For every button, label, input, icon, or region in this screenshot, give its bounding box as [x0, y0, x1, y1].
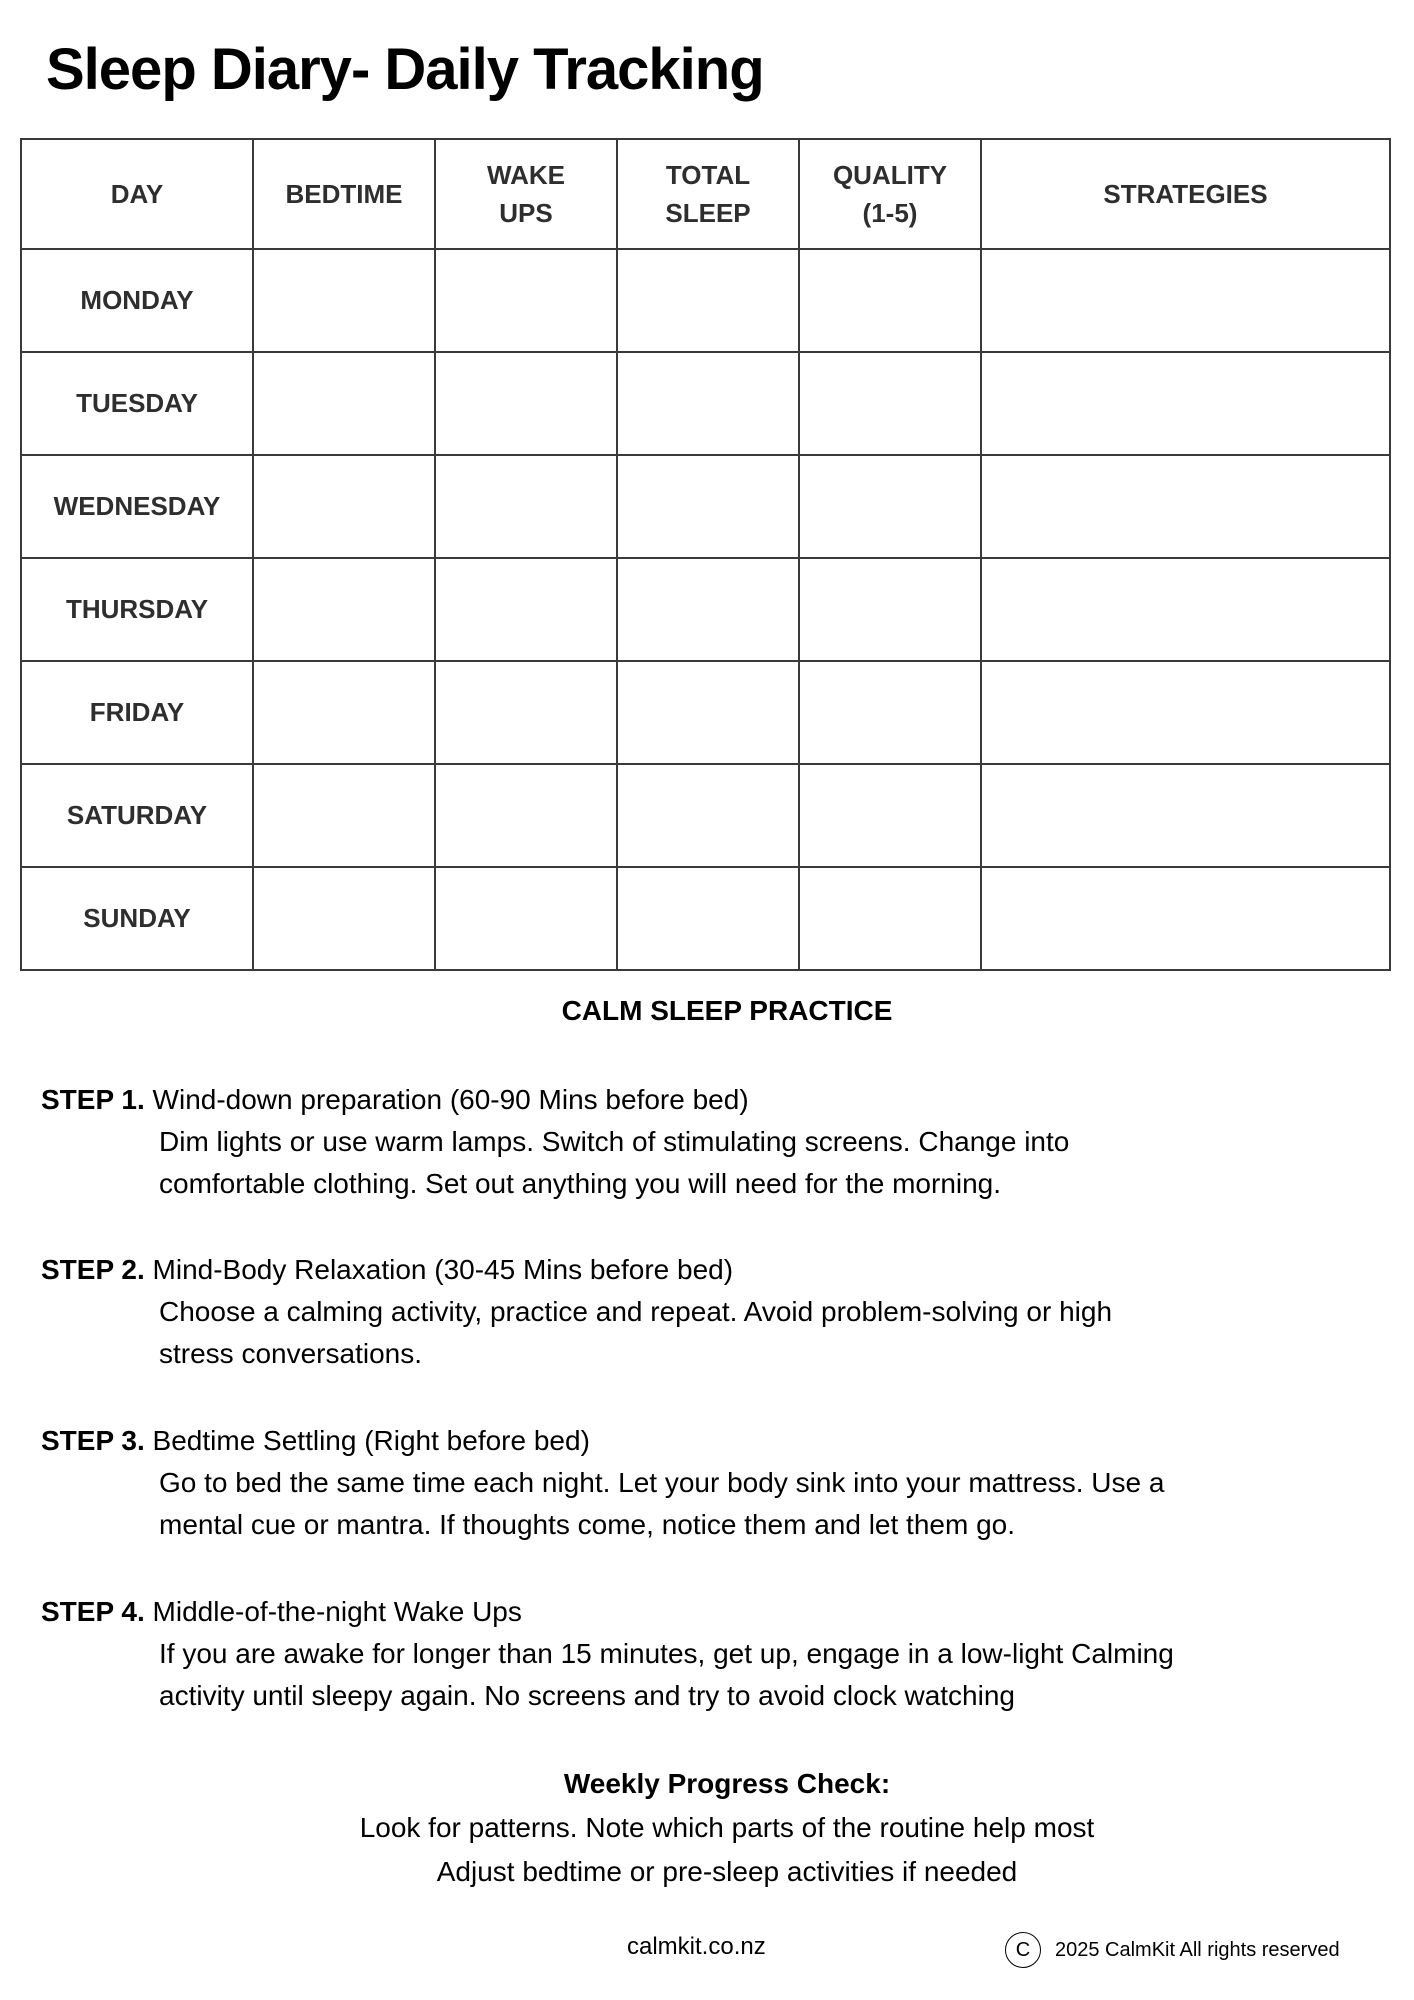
step-description: activity until sleepy again. No screens and try to avoid clock watching: [159, 1680, 1015, 1711]
day-label: THURSDAY: [21, 558, 253, 661]
weekly-line: Look for patterns. Note which parts of the routine help most: [359, 1812, 1095, 1843]
step-title: Mind-Body Relaxation (30-45 Mins before bed): [152, 1254, 734, 1285]
entry-cell[interactable]: [617, 867, 799, 970]
entry-cell[interactable]: [799, 764, 981, 867]
practice-step: [41, 1249, 1112, 1375]
day-label: SATURDAY: [21, 764, 253, 867]
day-label: SUNDAY: [21, 867, 253, 970]
column-header-text: SLEEP: [665, 198, 751, 228]
step-description: Dim lights or use warm lamps. Switch of stimulating screens. Change into: [159, 1126, 1070, 1157]
step-label: STEP 4.: [41, 1596, 145, 1627]
sleep-diary-table: [20, 138, 1391, 971]
step-label: STEP 1.: [41, 1084, 145, 1115]
practice-step: [41, 1420, 1164, 1546]
step-heading: [41, 1079, 1069, 1121]
entry-cell[interactable]: [617, 764, 799, 867]
table-row: [21, 867, 1390, 970]
table-row: [21, 352, 1390, 455]
table-row: [21, 558, 1390, 661]
entry-cell[interactable]: [981, 764, 1390, 867]
footer-website: calmkit.co.nz: [627, 1933, 766, 1960]
entry-cell[interactable]: [435, 352, 617, 455]
entry-cell[interactable]: [253, 249, 435, 352]
column-header-text: TOTAL: [665, 160, 751, 190]
column-header: [617, 139, 799, 249]
entry-cell[interactable]: [435, 249, 617, 352]
table-row: [21, 661, 1390, 764]
entry-cell[interactable]: [981, 249, 1390, 352]
table-header-row: [21, 139, 1390, 249]
column-header-text: WAKE: [487, 160, 565, 190]
column-header-text: UPS: [499, 198, 553, 228]
column-header: [799, 139, 981, 249]
entry-cell[interactable]: [981, 661, 1390, 764]
entry-cell[interactable]: [253, 867, 435, 970]
practice-step: [41, 1591, 1174, 1717]
weekly-title: Weekly Progress Check:: [563, 1768, 891, 1799]
day-label: MONDAY: [21, 249, 253, 352]
entry-cell[interactable]: [981, 867, 1390, 970]
entry-cell[interactable]: [981, 455, 1390, 558]
table-row: [21, 249, 1390, 352]
entry-cell[interactable]: [435, 764, 617, 867]
entry-cell[interactable]: [799, 867, 981, 970]
page-title: Sleep Diary- Daily Tracking: [46, 37, 764, 102]
entry-cell[interactable]: [799, 249, 981, 352]
table-row: [21, 455, 1390, 558]
step-description: Go to bed the same time each night. Let your body sink into your mattress. Use a: [159, 1467, 1165, 1498]
day-label: TUESDAY: [21, 352, 253, 455]
entry-cell[interactable]: [981, 352, 1390, 455]
step-description: stress conversations.: [159, 1338, 422, 1369]
copyright-icon: C: [1005, 1932, 1041, 1968]
entry-cell[interactable]: [435, 558, 617, 661]
entry-cell[interactable]: [617, 558, 799, 661]
entry-cell[interactable]: [253, 352, 435, 455]
entry-cell[interactable]: [617, 661, 799, 764]
entry-cell[interactable]: [253, 661, 435, 764]
practice-title: CALM SLEEP PRACTICE: [561, 995, 893, 1026]
entry-cell[interactable]: [253, 558, 435, 661]
step-title: Wind-down preparation (60-90 Mins before bed): [152, 1084, 749, 1115]
column-header-text: DAY: [110, 179, 164, 209]
step-heading: [41, 1420, 1164, 1462]
day-label: FRIDAY: [21, 661, 253, 764]
column-header: [21, 139, 253, 249]
entry-cell[interactable]: [799, 661, 981, 764]
step-label: STEP 2.: [41, 1254, 145, 1285]
entry-cell[interactable]: [435, 455, 617, 558]
step-title: Middle-of-the-night Wake Ups: [152, 1596, 522, 1627]
column-header: [253, 139, 435, 249]
step-heading: [41, 1249, 1112, 1291]
column-header: [981, 139, 1390, 249]
entry-cell[interactable]: [799, 558, 981, 661]
entry-cell[interactable]: [435, 661, 617, 764]
entry-cell[interactable]: [253, 455, 435, 558]
entry-cell[interactable]: [435, 867, 617, 970]
entry-cell[interactable]: [617, 249, 799, 352]
step-description: comfortable clothing. Set out anything you will need for the morning.: [159, 1168, 1002, 1199]
entry-cell[interactable]: [799, 352, 981, 455]
entry-cell[interactable]: [617, 455, 799, 558]
column-header: [435, 139, 617, 249]
day-label: WEDNESDAY: [21, 455, 253, 558]
weekly-line: Adjust bedtime or pre-sleep activities if needed: [436, 1856, 1018, 1887]
entry-cell[interactable]: [981, 558, 1390, 661]
table-row: [21, 764, 1390, 867]
column-header-text: (1-5): [862, 198, 918, 228]
step-heading: [41, 1591, 1174, 1633]
footer-copyright: [1005, 1932, 1340, 1968]
step-description: Choose a calming activity, practice and repeat. Avoid problem-solving or high: [159, 1296, 1113, 1327]
column-header-text: STRATEGIES: [1103, 179, 1268, 209]
entry-cell[interactable]: [617, 352, 799, 455]
step-description: If you are awake for longer than 15 minutes, get up, engage in a low-light Calming: [159, 1638, 1174, 1669]
step-label: STEP 3.: [41, 1425, 145, 1456]
step-title: Bedtime Settling (Right before bed): [152, 1425, 590, 1456]
weekly-progress-check: [0, 1762, 1414, 1894]
column-header-text: QUALITY: [832, 160, 948, 190]
column-header-text: BEDTIME: [285, 179, 403, 209]
copyright-text: 2025 CalmKit All rights reserved: [1055, 1938, 1340, 1961]
entry-cell[interactable]: [799, 455, 981, 558]
step-description: mental cue or mantra. If thoughts come, notice them and let them go.: [159, 1509, 1016, 1540]
practice-step: [41, 1079, 1069, 1205]
entry-cell[interactable]: [253, 764, 435, 867]
